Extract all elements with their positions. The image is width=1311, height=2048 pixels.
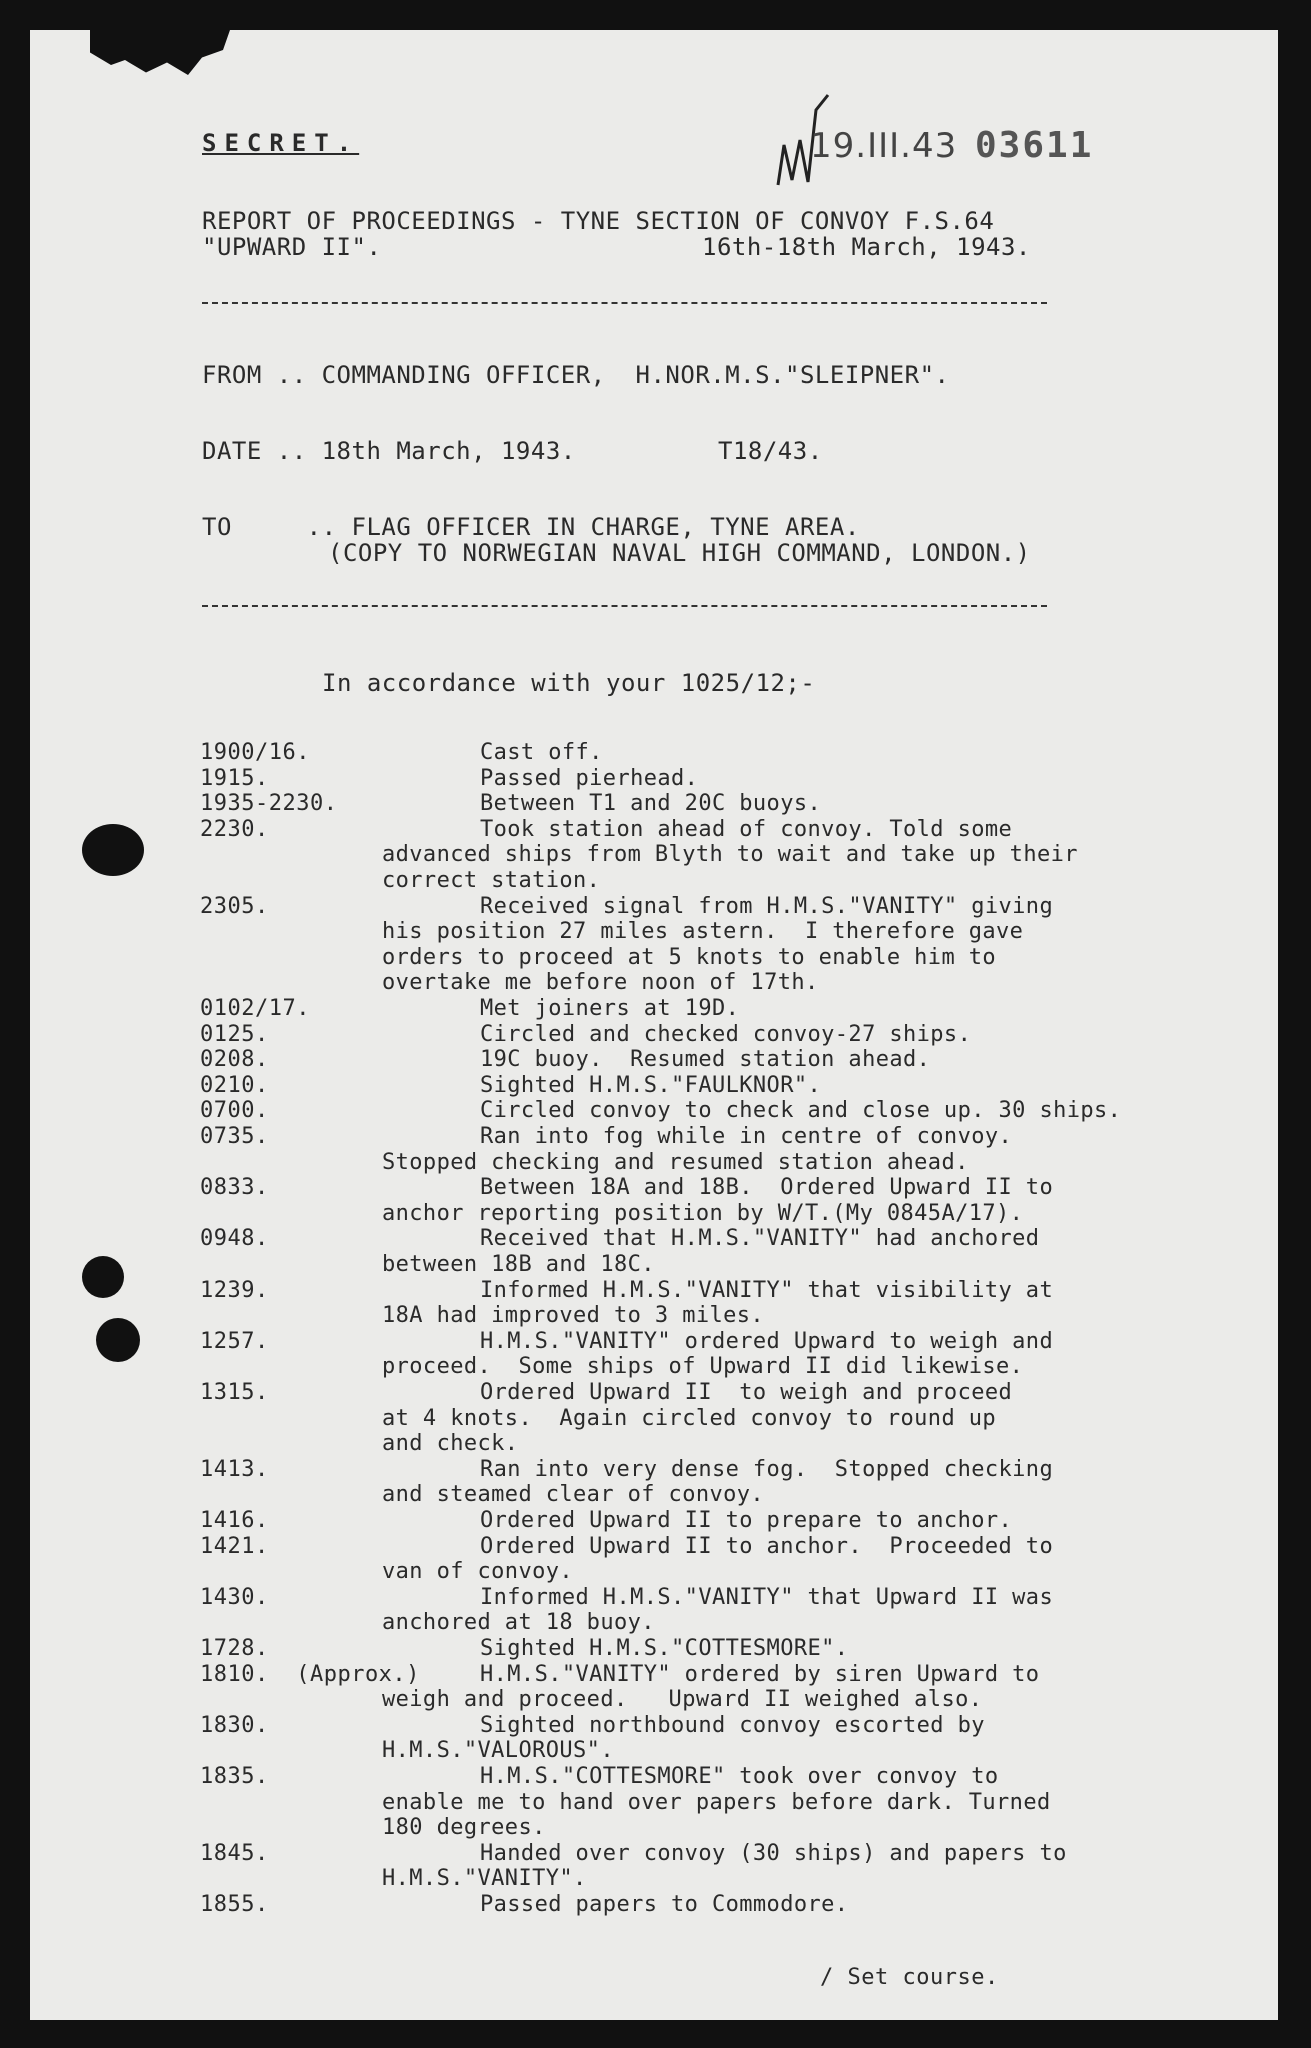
date-line: DATE .. 18th March, 1943. [202,437,576,465]
log-text: advanced ships from Blyth to wait and take up their [382,842,1078,868]
log-text: correct station. [382,868,601,893]
log-time: 0700. [200,1098,269,1124]
log-text: Handed over convoy (30 ships) and papers to [480,1840,1067,1866]
divider [202,302,1047,304]
log-text: Sighted H.M.S."FAULKNOR". [480,1072,822,1098]
log-text: Informed H.M.S."VANITY" that visibility at [480,1277,1054,1303]
log-time: 0735. [200,1124,269,1149]
log-text: Sighted H.M.S."COTTESMORE". [480,1636,849,1661]
report-title: REPORT OF PROCEEDINGS - TYNE SECTION OF CONVOY F.S.64 [202,207,995,235]
from-line: FROM .. COMMANDING OFFICER, H.NOR.M.S."SLEIPNER". [202,361,950,389]
log-time: 1835. [200,1764,269,1789]
log-text: Informed H.M.S."VANITY" that Upward II was [480,1584,1054,1610]
log-time: 1830. [200,1712,269,1738]
torn-corner [90,30,230,80]
log-time: 1430. [200,1584,269,1610]
log-time: 1315. [200,1380,269,1405]
log-text: H.M.S."COTTESMORE" took over convoy to [480,1764,999,1789]
log-text: Sighted northbound convoy escorted by [480,1712,985,1738]
log-text: Ran into fog while in centre of convoy. [480,1124,1013,1149]
log-text: proceed. Some ships of Upward II did likewise. [382,1354,1024,1380]
log-text: anchor reporting position by W/T.(My 0845A/17). [382,1200,1024,1226]
classification-heading: SECRET. [202,129,360,157]
stamp-number: 03611 [975,125,1094,166]
log-text: Ran into very dense fog. Stopped checking [480,1456,1054,1482]
log-time: 1257. [200,1328,269,1354]
log-text: 19C buoy. Resumed station ahead. [480,1047,931,1073]
log-time: 0948. [200,1226,269,1252]
log-text: Circled convoy to check and close up. 30 ships. [480,1098,1122,1124]
report-subtitle-right: 16th-18th March, 1943. [702,233,1031,261]
log-time: 1810. (Approx.) [200,1661,420,1687]
log-text: Circled and checked convoy-27 ships. [480,1021,972,1047]
log-text: 18A had improved to 3 miles. [382,1303,765,1329]
to-line: TO .. FLAG OFFICER IN CHARGE, TYNE AREA. [202,513,860,541]
log-text: Between 18A and 18B. Ordered Upward II to [480,1175,1054,1201]
log-text: H.M.S."VANITY" ordered Upward to weigh and [480,1328,1054,1354]
log-text: Ordered Upward II to anchor. Proceeded to [480,1533,1054,1559]
log-text: van of convoy. [382,1559,574,1585]
log-text: 180 degrees. [382,1815,546,1841]
log-text: enable me to hand over papers before dark. Turned [382,1789,1051,1815]
log-time: 0833. [200,1175,269,1201]
log-text: Met joiners at 19D. [480,996,740,1021]
log-time: 1728. [200,1636,269,1661]
log-time: 1845. [200,1840,269,1866]
log-time: 2230. [200,816,269,842]
reference-number: T18/43. [718,437,823,465]
punch-hole [82,1256,124,1298]
log-text: between 18B and 18C. [382,1252,655,1277]
log-text: Received signal from H.M.S."VANITY" giving [480,893,1054,919]
log-text: Received that H.M.S."VANITY" had anchored [480,1226,1040,1252]
continuation-line: / Set course. [820,1965,999,1990]
log-text: H.M.S."VANITY" ordered by siren Upward to [480,1661,1040,1687]
log-text: Took station ahead of convoy. Told some [480,816,1013,842]
log-time: 1900/16. [200,740,310,765]
log-text: his position 27 miles astern. I therefore gave [382,919,1024,945]
log-text: and steamed clear of convoy. [382,1482,765,1508]
log-text: Ordered Upward II to prepare to anchor. [480,1508,1013,1533]
log-text: Between T1 and 20C buoys. [480,791,822,817]
log-time: 1413. [200,1456,269,1482]
log-time: 1421. [200,1533,269,1559]
log-text: and check. [382,1431,519,1457]
report-subtitle-left: "UPWARD II". [202,233,382,261]
log-text: orders to proceed at 5 knots to enable him to [382,944,997,970]
log-text: Passed papers to Commodore. [480,1892,849,1917]
log-time: 0208. [200,1047,269,1073]
log-text: Ordered Upward II to weigh and proceed [480,1380,1013,1405]
log-text: overtake me before noon of 17th. [382,970,819,996]
log-text: at 4 knots. Again circled convoy to round up [382,1405,997,1431]
divider [202,605,1047,607]
punch-hole [82,824,144,876]
log-time: 1416. [200,1508,269,1533]
punch-hole [96,1318,140,1362]
log-time: 1239. [200,1277,269,1303]
log-time: 2305. [200,893,269,919]
copy-to-line: (COPY TO NORWEGIAN NAVAL HIGH COMMAND, LONDON.) [328,539,1031,567]
log-time: 0125. [200,1021,269,1047]
log-text: Stopped checking and resumed station ahead. [382,1149,969,1175]
log-text: weigh and proceed. Upward II weighed also. [382,1687,983,1713]
document-page [30,30,1278,2020]
log-text: H.M.S."VALOROUS". [382,1738,614,1764]
log-time: 1855. [200,1892,269,1917]
log-time: 1915. [200,765,269,791]
log-text: H.M.S."VANITY". [382,1866,587,1892]
log-time: 1935-2230. [200,791,338,817]
log-text: anchored at 18 buoy. [382,1610,655,1636]
intro-line: In accordance with your 1025/12;- [322,669,816,697]
stamp-date: 19.III.43 [810,126,958,166]
log-text: Passed pierhead. [480,765,699,791]
log-time: 0102/17. [200,996,310,1021]
log-time: 0210. [200,1072,269,1098]
log-text: Cast off. [480,740,603,765]
